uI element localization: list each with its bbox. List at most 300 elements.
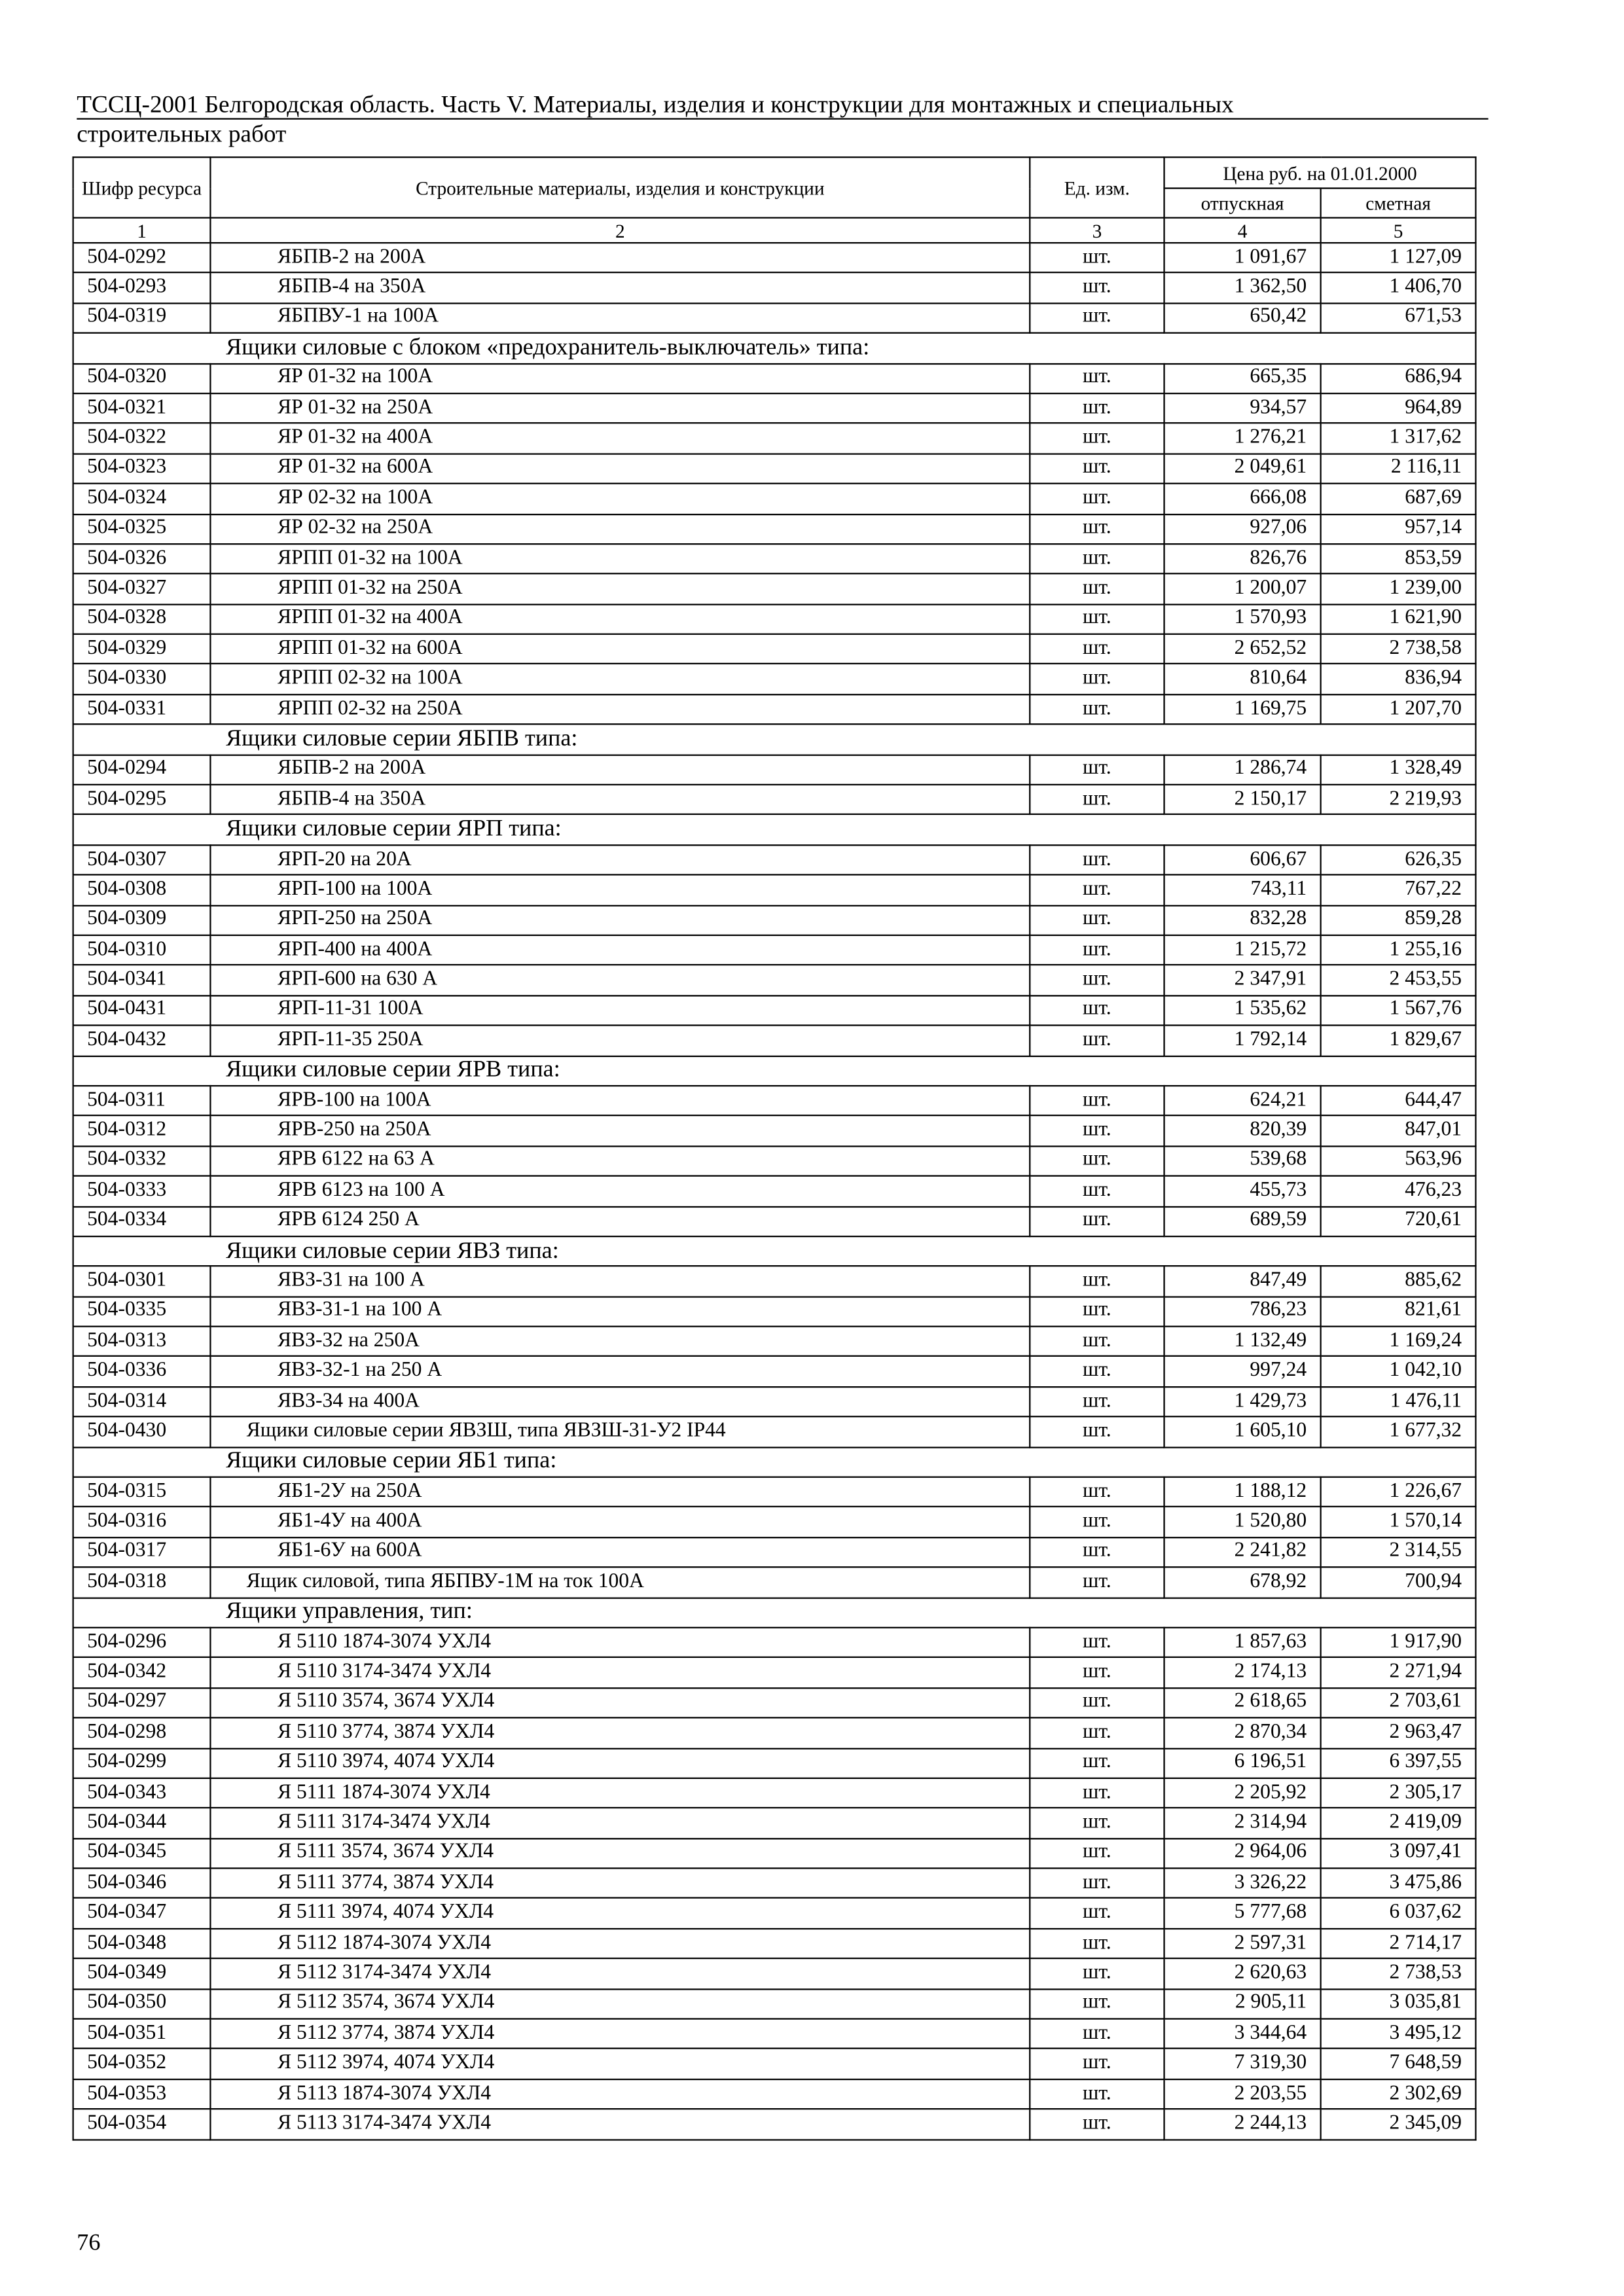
estimate-price-cell: 847,01 — [1321, 1116, 1476, 1146]
section-heading: Ящики силовые серии ЯБ1 типа: — [73, 1447, 1476, 1477]
resource-code-cell: 504-0332 — [73, 1146, 211, 1176]
column-number: 1 — [73, 218, 211, 243]
material-name-cell: ЯРПП 01-32 на 250А — [210, 574, 1030, 604]
estimate-price-cell: 1 476,11 — [1321, 1387, 1476, 1417]
header-release-price-label: отпускная — [1200, 192, 1284, 215]
estimate-price-cell: 2 453,55 — [1321, 965, 1476, 996]
resource-code-cell: 504-0347 — [73, 1899, 211, 1929]
resource-code-cell: 504-0293 — [73, 273, 211, 303]
table-row — [73, 604, 1476, 634]
resource-code-cell: 504-0309 — [73, 905, 211, 935]
resource-code-cell: 504-0307 — [73, 845, 211, 875]
header-price-group — [1164, 157, 1476, 188]
release-price-cell: 606,67 — [1164, 845, 1321, 875]
resource-code-cell: 504-0328 — [73, 604, 211, 634]
resource-code-cell: 504-0312 — [73, 1116, 211, 1146]
material-name-cell: ЯВЗ-32-1 на 250 А — [210, 1357, 1030, 1387]
table-row — [73, 454, 1476, 484]
estimate-price-cell: 476,23 — [1321, 1176, 1476, 1206]
release-price-cell: 665,35 — [1164, 363, 1321, 393]
resource-code-cell: 504-0296 — [73, 1628, 211, 1658]
estimate-price-cell: 767,22 — [1321, 875, 1476, 905]
release-price-cell: 786,23 — [1164, 1297, 1321, 1327]
section-heading-row — [73, 725, 1476, 755]
table-row — [73, 273, 1476, 303]
table-row — [73, 1327, 1476, 1357]
estimate-price-cell: 1 169,24 — [1321, 1327, 1476, 1357]
resource-code-cell: 504-0327 — [73, 574, 211, 604]
resource-code-cell: 504-0354 — [73, 2109, 211, 2140]
release-price-cell: 934,57 — [1164, 393, 1321, 423]
resource-code-cell: 504-0342 — [73, 1658, 211, 1688]
material-name-cell: ЯРПП 02-32 на 250А — [210, 694, 1030, 725]
unit-cell: шт. — [1030, 1026, 1164, 1056]
header-estimate-price — [1321, 188, 1476, 218]
table-header-row — [73, 157, 1476, 188]
release-price-cell: 826,76 — [1164, 544, 1321, 574]
unit-cell: шт. — [1030, 935, 1164, 965]
estimate-price-cell: 1 226,67 — [1321, 1477, 1476, 1507]
table-row — [73, 1989, 1476, 2019]
table-row — [73, 2109, 1476, 2140]
table-row — [73, 1477, 1476, 1507]
section-heading-row — [73, 1236, 1476, 1266]
estimate-price-cell: 1 127,09 — [1321, 243, 1476, 273]
table-row — [73, 634, 1476, 664]
estimate-price-cell: 2 345,09 — [1321, 2109, 1476, 2140]
release-price-cell: 927,06 — [1164, 514, 1321, 544]
material-name-cell: Я 5110 3774, 3874 УХЛ4 — [210, 1718, 1030, 1748]
unit-cell: шт. — [1030, 2019, 1164, 2049]
title-underline — [77, 118, 1488, 119]
material-name-cell: ЯР 02-32 на 100А — [210, 484, 1030, 514]
resource-code-cell: 504-0333 — [73, 1176, 211, 1206]
material-name-cell: ЯБ1-6У на 600А — [210, 1537, 1030, 1568]
header-unit — [1030, 157, 1164, 217]
release-price-cell: 1 429,73 — [1164, 1387, 1321, 1417]
resource-code-cell: 504-0325 — [73, 514, 211, 544]
unit-cell: шт. — [1030, 1658, 1164, 1688]
release-price-cell: 1 570,93 — [1164, 604, 1321, 634]
release-price-cell: 2 150,17 — [1164, 785, 1321, 815]
estimate-price-cell: 3 475,86 — [1321, 1869, 1476, 1899]
table-row — [73, 1658, 1476, 1688]
unit-cell: шт. — [1030, 1297, 1164, 1327]
estimate-price-cell: 859,28 — [1321, 905, 1476, 935]
unit-cell: шт. — [1030, 363, 1164, 393]
resource-code-cell: 504-0335 — [73, 1297, 211, 1327]
estimate-price-cell: 836,94 — [1321, 664, 1476, 694]
release-price-cell: 2 314,94 — [1164, 1808, 1321, 1839]
release-price-cell: 2 244,13 — [1164, 2109, 1321, 2140]
table-row — [73, 1869, 1476, 1899]
table-row — [73, 303, 1476, 333]
release-price-cell: 539,68 — [1164, 1146, 1321, 1176]
estimate-price-cell: 1 328,49 — [1321, 755, 1476, 785]
resource-code-cell: 504-0431 — [73, 996, 211, 1026]
table-row — [73, 1718, 1476, 1748]
material-name-cell: Я 5111 3574, 3674 УХЛ4 — [210, 1839, 1030, 1869]
column-number: 3 — [1030, 218, 1164, 243]
table-row — [73, 1808, 1476, 1839]
estimate-price-cell: 686,94 — [1321, 363, 1476, 393]
table-row — [73, 393, 1476, 423]
release-price-cell: 2 597,31 — [1164, 1929, 1321, 1959]
material-name-cell: Я 5110 3574, 3674 УХЛ4 — [210, 1688, 1030, 1718]
estimate-price-cell: 1 317,62 — [1321, 423, 1476, 454]
resource-code-cell: 504-0349 — [73, 1959, 211, 1989]
estimate-price-cell: 853,59 — [1321, 544, 1476, 574]
table-row — [73, 875, 1476, 905]
estimate-price-cell: 563,96 — [1321, 1146, 1476, 1176]
table-row — [73, 1026, 1476, 1056]
unit-cell: шт. — [1030, 1628, 1164, 1658]
unit-cell: шт. — [1030, 484, 1164, 514]
unit-cell: шт. — [1030, 1959, 1164, 1989]
estimate-price-cell: 1 677,32 — [1321, 1417, 1476, 1447]
table-row — [73, 935, 1476, 965]
unit-cell: шт. — [1030, 694, 1164, 725]
release-price-cell: 1 286,74 — [1164, 755, 1321, 785]
release-price-cell: 1 276,21 — [1164, 423, 1321, 454]
table-row — [73, 1206, 1476, 1236]
release-price-cell: 5 777,68 — [1164, 1899, 1321, 1929]
release-price-cell: 2 203,55 — [1164, 2079, 1321, 2109]
unit-cell: шт. — [1030, 1808, 1164, 1839]
material-name-cell: Я 5111 1874-3074 УХЛ4 — [210, 1778, 1030, 1808]
section-heading-row — [73, 333, 1476, 363]
table-row — [73, 1507, 1476, 1537]
table-row — [73, 423, 1476, 454]
release-price-cell: 810,64 — [1164, 664, 1321, 694]
table-row — [73, 1357, 1476, 1387]
unit-cell: шт. — [1030, 1477, 1164, 1507]
material-name-cell: ЯРВ-250 на 250А — [210, 1116, 1030, 1146]
release-price-cell: 689,59 — [1164, 1206, 1321, 1236]
release-price-cell: 2 905,11 — [1164, 1989, 1321, 2019]
unit-cell: шт. — [1030, 634, 1164, 664]
material-name-cell: ЯР 01-32 на 600А — [210, 454, 1030, 484]
unit-cell: шт. — [1030, 1778, 1164, 1808]
material-name-cell: ЯБ1-4У на 400А — [210, 1507, 1030, 1537]
release-price-cell: 1 215,72 — [1164, 935, 1321, 965]
material-name-cell: Я 5112 3774, 3874 УХЛ4 — [210, 2019, 1030, 2049]
table-row — [73, 484, 1476, 514]
material-name-cell: ЯРПП 01-32 на 400А — [210, 604, 1030, 634]
resource-code-cell: 504-0344 — [73, 1808, 211, 1839]
unit-cell: шт. — [1030, 1899, 1164, 1929]
estimate-price-cell: 2 305,17 — [1321, 1778, 1476, 1808]
material-name-cell: Я 5111 3974, 4074 УХЛ4 — [210, 1899, 1030, 1929]
unit-cell: шт. — [1030, 1989, 1164, 2019]
release-price-cell: 6 196,51 — [1164, 1748, 1321, 1778]
unit-cell: шт. — [1030, 1718, 1164, 1748]
estimate-price-cell: 2 419,09 — [1321, 1808, 1476, 1839]
table-row — [73, 1086, 1476, 1116]
unit-cell: шт. — [1030, 875, 1164, 905]
material-name-cell: ЯРП-100 на 100А — [210, 875, 1030, 905]
unit-cell: шт. — [1030, 996, 1164, 1026]
release-price-cell: 650,42 — [1164, 303, 1321, 333]
unit-cell: шт. — [1030, 1357, 1164, 1387]
release-price-cell: 1 857,63 — [1164, 1628, 1321, 1658]
unit-cell: шт. — [1030, 1146, 1164, 1176]
resource-code-cell: 504-0321 — [73, 393, 211, 423]
release-price-cell: 2 241,82 — [1164, 1537, 1321, 1568]
resource-code-cell: 504-0298 — [73, 1718, 211, 1748]
unit-cell: шт. — [1030, 664, 1164, 694]
release-price-cell: 624,21 — [1164, 1086, 1321, 1116]
release-price-cell: 1 200,07 — [1164, 574, 1321, 604]
material-name-cell: Я 5112 3174-3474 УХЛ4 — [210, 1959, 1030, 1989]
table-row — [73, 785, 1476, 815]
document-title-line-2: строительных работ — [77, 119, 287, 148]
release-price-cell: 3 326,22 — [1164, 1869, 1321, 1899]
resource-code-cell: 504-0317 — [73, 1537, 211, 1568]
estimate-price-cell: 3 097,41 — [1321, 1839, 1476, 1869]
material-name-cell: Ящик силовой, типа ЯБПВУ-1М на ток 100А — [210, 1568, 1030, 1598]
release-price-cell: 1 520,80 — [1164, 1507, 1321, 1537]
unit-cell: шт. — [1030, 243, 1164, 273]
column-number: 4 — [1164, 218, 1321, 243]
estimate-price-cell: 1 621,90 — [1321, 604, 1476, 634]
table-row — [73, 544, 1476, 574]
estimate-price-cell: 3 035,81 — [1321, 1989, 1476, 2019]
resource-code-cell: 504-0320 — [73, 363, 211, 393]
estimate-price-cell: 1 917,90 — [1321, 1628, 1476, 1658]
material-name-cell: ЯВЗ-32 на 250А — [210, 1327, 1030, 1357]
table-row — [73, 574, 1476, 604]
resource-code-cell: 504-0348 — [73, 1929, 211, 1959]
material-name-cell: ЯБПВ-2 на 200А — [210, 755, 1030, 785]
material-name-cell: ЯРПП 01-32 на 600А — [210, 634, 1030, 664]
unit-cell: шт. — [1030, 1688, 1164, 1718]
unit-cell: шт. — [1030, 454, 1164, 484]
estimate-price-cell: 6 037,62 — [1321, 1899, 1476, 1929]
release-price-cell: 743,11 — [1164, 875, 1321, 905]
material-name-cell: Я 5112 3574, 3674 УХЛ4 — [210, 1989, 1030, 2019]
estimate-price-cell: 1 406,70 — [1321, 273, 1476, 303]
release-price-cell: 1 605,10 — [1164, 1417, 1321, 1447]
estimate-price-cell: 1 042,10 — [1321, 1357, 1476, 1387]
unit-cell: шт. — [1030, 604, 1164, 634]
estimate-price-cell: 1 570,14 — [1321, 1507, 1476, 1537]
material-name-cell: Я 5110 3174-3474 УХЛ4 — [210, 1658, 1030, 1688]
release-price-cell: 2 205,92 — [1164, 1778, 1321, 1808]
table-row — [73, 1266, 1476, 1297]
material-name-cell: ЯРП-400 на 400А — [210, 935, 1030, 965]
resource-code-cell: 504-0352 — [73, 2049, 211, 2079]
estimate-price-cell: 885,62 — [1321, 1266, 1476, 1297]
resource-code-cell: 504-0351 — [73, 2019, 211, 2049]
material-name-cell: ЯРПП 02-32 на 100А — [210, 664, 1030, 694]
resource-code-cell: 504-0316 — [73, 1507, 211, 1537]
release-price-cell: 678,92 — [1164, 1568, 1321, 1598]
material-name-cell: Я 5113 3174-3474 УХЛ4 — [210, 2109, 1030, 2140]
resource-code-cell: 504-0295 — [73, 785, 211, 815]
material-name-cell: ЯБ1-2У на 250А — [210, 1477, 1030, 1507]
table-row — [73, 2049, 1476, 2079]
material-name-cell: Я 5110 3974, 4074 УХЛ4 — [210, 1748, 1030, 1778]
table-row — [73, 694, 1476, 725]
unit-cell: шт. — [1030, 303, 1164, 333]
table-row — [73, 1176, 1476, 1206]
resource-code-cell: 504-0297 — [73, 1688, 211, 1718]
resource-code-cell: 504-0308 — [73, 875, 211, 905]
unit-cell: шт. — [1030, 1206, 1164, 1236]
resource-code-cell: 504-0323 — [73, 454, 211, 484]
table-row — [73, 1417, 1476, 1447]
estimate-price-cell: 720,61 — [1321, 1206, 1476, 1236]
unit-cell: шт. — [1030, 423, 1164, 454]
resource-code-cell: 504-0322 — [73, 423, 211, 454]
unit-cell: шт. — [1030, 1507, 1164, 1537]
material-name-cell: ЯРПП 01-32 на 100А — [210, 544, 1030, 574]
table-row — [73, 965, 1476, 996]
unit-cell: шт. — [1030, 2049, 1164, 2079]
release-price-cell: 2 049,61 — [1164, 454, 1321, 484]
material-name-cell: ЯРВ 6122 на 63 А — [210, 1146, 1030, 1176]
resource-code-cell: 504-0346 — [73, 1869, 211, 1899]
material-name-cell: ЯБПВ-2 на 200А — [210, 243, 1030, 273]
resource-code-cell: 504-0301 — [73, 1266, 211, 1297]
table-row — [73, 1839, 1476, 1869]
resource-code-cell: 504-0318 — [73, 1568, 211, 1598]
material-name-cell: ЯРП-11-31 100А — [210, 996, 1030, 1026]
estimate-price-cell: 2 703,61 — [1321, 1688, 1476, 1718]
unit-cell: шт. — [1030, 544, 1164, 574]
resource-code-cell: 504-0311 — [73, 1086, 211, 1116]
release-price-cell: 3 344,64 — [1164, 2019, 1321, 2049]
estimate-price-cell: 2 738,53 — [1321, 1959, 1476, 1989]
material-name-cell: ЯРП-250 на 250А — [210, 905, 1030, 935]
release-price-cell: 2 618,65 — [1164, 1688, 1321, 1718]
price-table-body — [73, 157, 1476, 2139]
release-price-cell: 1 362,50 — [1164, 273, 1321, 303]
table-row — [73, 1778, 1476, 1808]
material-name-cell: ЯРП-600 на 630 А — [210, 965, 1030, 996]
unit-cell: шт. — [1030, 1929, 1164, 1959]
section-heading: Ящики силовые серии ЯБПВ типа: — [73, 725, 1476, 755]
material-name-cell: Я 5111 3774, 3874 УХЛ4 — [210, 1869, 1030, 1899]
estimate-price-cell: 2 302,69 — [1321, 2079, 1476, 2109]
release-price-cell: 2 174,13 — [1164, 1658, 1321, 1688]
section-heading: Ящики силовые с блоком «предохранитель-выключатель» типа: — [73, 333, 1476, 363]
resource-code-cell: 504-0310 — [73, 935, 211, 965]
material-name-cell: ЯР 02-32 на 250А — [210, 514, 1030, 544]
unit-cell: шт. — [1030, 905, 1164, 935]
material-name-cell: Ящики силовые серии ЯВЗШ, типа ЯВЗШ-31-У2 IP44 — [210, 1417, 1030, 1447]
unit-cell: шт. — [1030, 965, 1164, 996]
table-row — [73, 905, 1476, 935]
release-price-cell: 832,28 — [1164, 905, 1321, 935]
unit-cell: шт. — [1030, 1839, 1164, 1869]
resource-code-cell: 504-0294 — [73, 755, 211, 785]
estimate-price-cell: 3 495,12 — [1321, 2019, 1476, 2049]
unit-cell: шт. — [1030, 574, 1164, 604]
estimate-price-cell: 7 648,59 — [1321, 2049, 1476, 2079]
resource-code-cell: 504-0334 — [73, 1206, 211, 1236]
estimate-price-cell: 6 397,55 — [1321, 1748, 1476, 1778]
material-name-cell: ЯБПВУ-1 на 100А — [210, 303, 1030, 333]
table-row — [73, 1146, 1476, 1176]
table-row — [73, 996, 1476, 1026]
table-row — [73, 845, 1476, 875]
resource-code-cell: 504-0432 — [73, 1026, 211, 1056]
header-code-label: Шифр ресурса — [82, 176, 202, 199]
page-number: 76 — [77, 2231, 101, 2256]
resource-code-cell: 504-0343 — [73, 1778, 211, 1808]
material-name-cell: Я 5111 3174-3474 УХЛ4 — [210, 1808, 1030, 1839]
estimate-price-cell: 2 271,94 — [1321, 1658, 1476, 1688]
resource-code-cell: 504-0292 — [73, 243, 211, 273]
material-name-cell: Я 5110 1874-3074 УХЛ4 — [210, 1628, 1030, 1658]
resource-code-cell: 504-0324 — [73, 484, 211, 514]
estimate-price-cell: 2 714,17 — [1321, 1929, 1476, 1959]
resource-code-cell: 504-0353 — [73, 2079, 211, 2109]
unit-cell: шт. — [1030, 2109, 1164, 2140]
release-price-cell: 666,08 — [1164, 484, 1321, 514]
release-price-cell: 1 132,49 — [1164, 1327, 1321, 1357]
material-name-cell: ЯВЗ-31 на 100 А — [210, 1266, 1030, 1297]
material-name-cell: ЯБПВ-4 на 350А — [210, 785, 1030, 815]
unit-cell: шт. — [1030, 1869, 1164, 1899]
estimate-price-cell: 1 829,67 — [1321, 1026, 1476, 1056]
table-row — [73, 1899, 1476, 1929]
material-name-cell: ЯРП-20 на 20А — [210, 845, 1030, 875]
table-row — [73, 1929, 1476, 1959]
unit-cell: шт. — [1030, 1568, 1164, 1598]
unit-cell: шт. — [1030, 1116, 1164, 1146]
estimate-price-cell: 700,94 — [1321, 1568, 1476, 1598]
material-name-cell: Я 5112 1874-3074 УХЛ4 — [210, 1929, 1030, 1959]
estimate-price-cell: 2 314,55 — [1321, 1537, 1476, 1568]
unit-cell: шт. — [1030, 2079, 1164, 2109]
unit-cell: шт. — [1030, 785, 1164, 815]
table-row — [73, 755, 1476, 785]
table-row — [73, 1116, 1476, 1146]
unit-cell: шт. — [1030, 1327, 1164, 1357]
table-row — [73, 1748, 1476, 1778]
estimate-price-cell: 671,53 — [1321, 303, 1476, 333]
material-name-cell: ЯРВ-100 на 100А — [210, 1086, 1030, 1116]
column-number: 5 — [1321, 218, 1476, 243]
price-table — [73, 156, 1477, 2140]
resource-code-cell: 504-0341 — [73, 965, 211, 996]
release-price-cell: 455,73 — [1164, 1176, 1321, 1206]
table-row — [73, 2079, 1476, 2109]
release-price-cell: 2 620,63 — [1164, 1959, 1321, 1989]
estimate-price-cell: 1 239,00 — [1321, 574, 1476, 604]
unit-cell: шт. — [1030, 1266, 1164, 1297]
table-row — [73, 1537, 1476, 1568]
release-price-cell: 2 652,52 — [1164, 634, 1321, 664]
material-name-cell: ЯБПВ-4 на 350А — [210, 273, 1030, 303]
section-heading-row — [73, 1598, 1476, 1628]
resource-code-cell: 504-0326 — [73, 544, 211, 574]
section-heading: Ящики силовые серии ЯВЗ типа: — [73, 1236, 1476, 1266]
section-heading-row — [73, 815, 1476, 845]
table-row — [73, 1297, 1476, 1327]
estimate-price-cell: 1 207,70 — [1321, 694, 1476, 725]
header-name — [210, 157, 1030, 217]
estimate-price-cell: 964,89 — [1321, 393, 1476, 423]
header-estimate-price-label: сметная — [1365, 192, 1431, 215]
release-price-cell: 1 091,67 — [1164, 243, 1321, 273]
material-name-cell: ЯР 01-32 на 100А — [210, 363, 1030, 393]
table-row — [73, 514, 1476, 544]
table-row — [73, 664, 1476, 694]
